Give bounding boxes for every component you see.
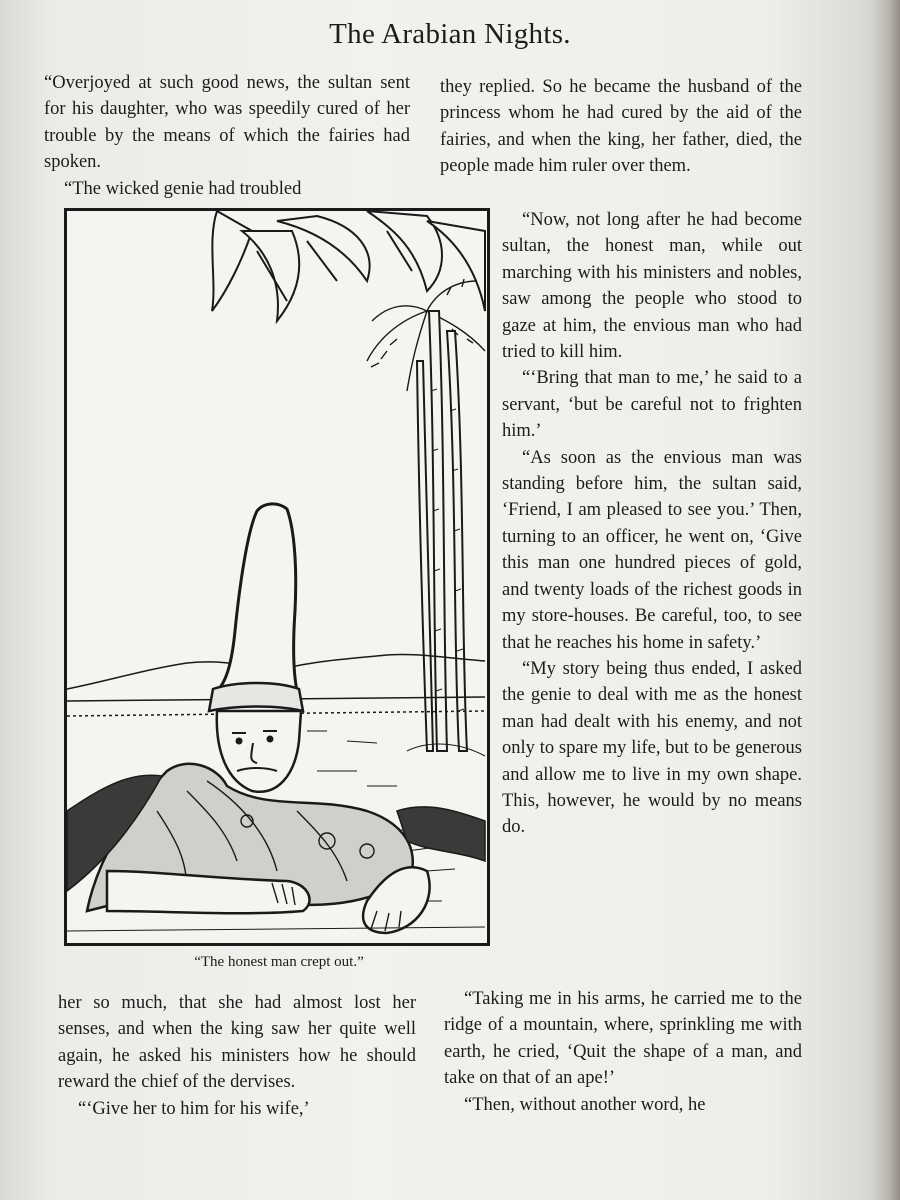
paragraph: they replied. So he became the husband of the princess whom he had cured by the aid of the fairies, and when the king, her father, died, the people made him ruler over them. <box>440 77 802 177</box>
face <box>217 711 301 792</box>
right-column-beside-figure <box>502 207 802 841</box>
paragraph: “Taking me in his arms, he carried me to the ridge of a mountain, where, sprinkling me with earth, he cried, ‘Quit the shape of a man, and take on that of an ape!’ <box>444 989 802 1089</box>
paragraph: “‘Give her to him for his wife,’ <box>78 1098 310 1119</box>
figure-caption: “The honest man crept out.” <box>194 954 364 970</box>
paragraph: “The wicked genie had troubled <box>64 178 302 199</box>
illustration-drawing <box>67 211 487 943</box>
paragraph: “Overjoyed at such good news, the sultan sent for his daughter, who was speedily cured of her trouble by the means of which the fairies had spoken. <box>44 73 410 173</box>
right-column-top <box>440 74 802 180</box>
dervish-cap <box>217 504 297 691</box>
paragraph: “‘Bring that man to me,’ he said to a servant, ‘but be careful not to frighten him.’ <box>502 368 802 442</box>
right-column-bottom <box>444 986 802 1118</box>
paragraph: her so much, that she had almost lost her senses, and when the king saw her quite well again, he asked his ministers how he should reward the chief of the dervises. <box>58 993 416 1093</box>
left-column-bottom <box>58 990 416 1122</box>
page-edge-shadow <box>872 0 900 1200</box>
running-head: The Arabian Nights. <box>329 18 571 50</box>
paragraph: “Now, not long after he had become sultan, the honest man, while out marching with his ministers and nobles, saw among the people who stood to gaze at him, the envious man who had tried to kill him. <box>502 210 802 363</box>
paragraph: “As soon as the envious man was standing before him, the sultan said, ‘Friend, I am pleased to see you.’ Then, turning to an officer, he went on, ‘Give this man one hundred pieces of gold, and twenty loads of the richest goods in my store-houses. Be careful, too, to see that he reaches his home in safety.’ <box>502 447 802 653</box>
paragraph: “Then, without another word, he <box>464 1094 706 1115</box>
left-column-top <box>44 70 410 202</box>
illustration <box>64 208 490 946</box>
paragraph: “My story being thus ended, I asked the genie to deal with me as the honest man had dealt with his enemy, and not only to spare my life, but to be generous and allow me to live in my own shape. This, however, he would by no means do. <box>502 658 802 838</box>
